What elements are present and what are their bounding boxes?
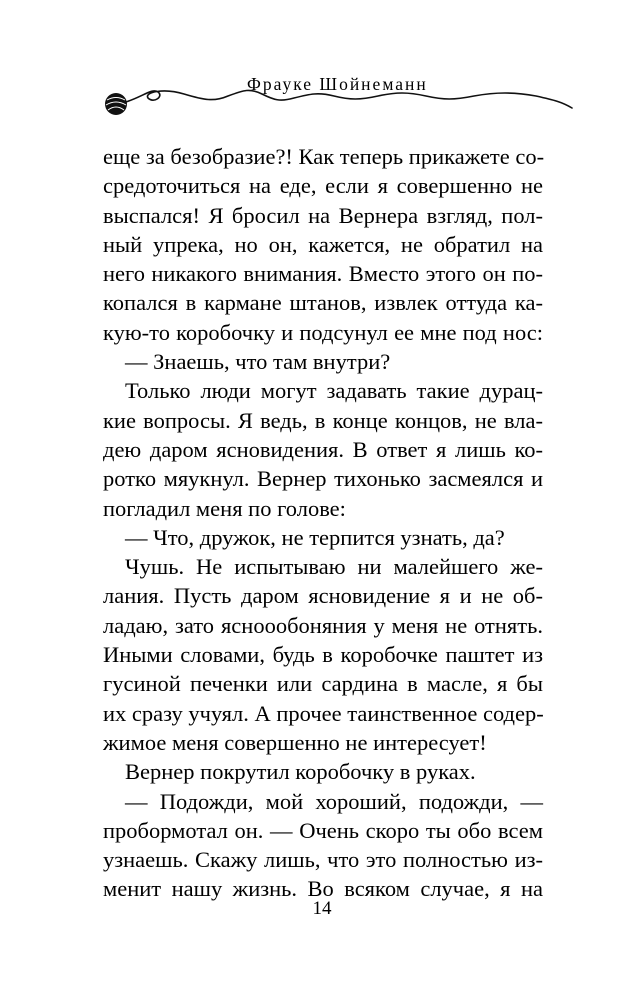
text-line: жимое меня совершенно не интересует! — [103, 729, 487, 755]
text-line: погладил меня по голове: — [103, 495, 346, 521]
text-line: их сразу учуял. А прочее таинственное содер- — [103, 700, 544, 726]
text-line: — Знаешь, что там внутри? — [125, 349, 391, 375]
text-line: копался в кармане штанов, извлек оттуда ка- — [103, 290, 543, 316]
text-line: — Подожди, мой хороший, подожди, — — [125, 788, 543, 814]
text-line: Чушь. Не испытываю ни малейшего же- — [125, 554, 543, 580]
text-line: гусиной печенки или сардина в масле, я бы — [103, 671, 543, 697]
text-line: Только люди могут задавать такие дурац- — [125, 378, 543, 404]
page-number: 14 — [312, 898, 332, 919]
text-line: дею даром ясновидения. В ответ я лишь ко- — [103, 436, 543, 462]
text-line: ладаю, зато ясноообоняния у меня не отнять. — [103, 612, 543, 638]
text-line: средоточиться на еде, если я совершенно не — [103, 173, 543, 199]
text-line: ротко мяукнул. Вернер тихонько засмеялся и — [103, 466, 543, 492]
text-line: Иными словами, будь в коробочке паштет из — [103, 642, 543, 668]
text-line: узнаешь. Скажу лишь, что это полностью из- — [103, 847, 543, 873]
body-text — [103, 142, 543, 904]
text-line: Вернер покрутил коробочку в руках. — [125, 759, 476, 785]
text-line: ный упрека, но он, кажется, не обратил на — [103, 231, 543, 257]
text-line: пробормотал он. — Очень скоро ты обо всем — [103, 817, 543, 843]
text-line: кие вопросы. Я ведь, в конце концов, не вла- — [103, 407, 543, 433]
yarn-ball-icon — [104, 86, 574, 126]
text-line: выспался! Я бросил на Вернера взгляд, пол- — [103, 202, 543, 228]
running-title: Фрауке Шойнеманн — [247, 74, 428, 94]
text-line: — Что, дружок, не терпится узнать, да? — [125, 524, 505, 550]
text-line: лания. Пусть даром ясновидение я и не об- — [103, 583, 543, 609]
text-line: менит нашу жизнь. Во всяком случае, я на — [103, 876, 543, 902]
text-line: еще за безобразие?! Как теперь прикажете со- — [103, 144, 545, 169]
text-line: кую-то коробочку и подсунул ее мне под нос: — [103, 319, 543, 345]
text-line: него никакого внимания. Вместо этого он по- — [103, 261, 543, 287]
